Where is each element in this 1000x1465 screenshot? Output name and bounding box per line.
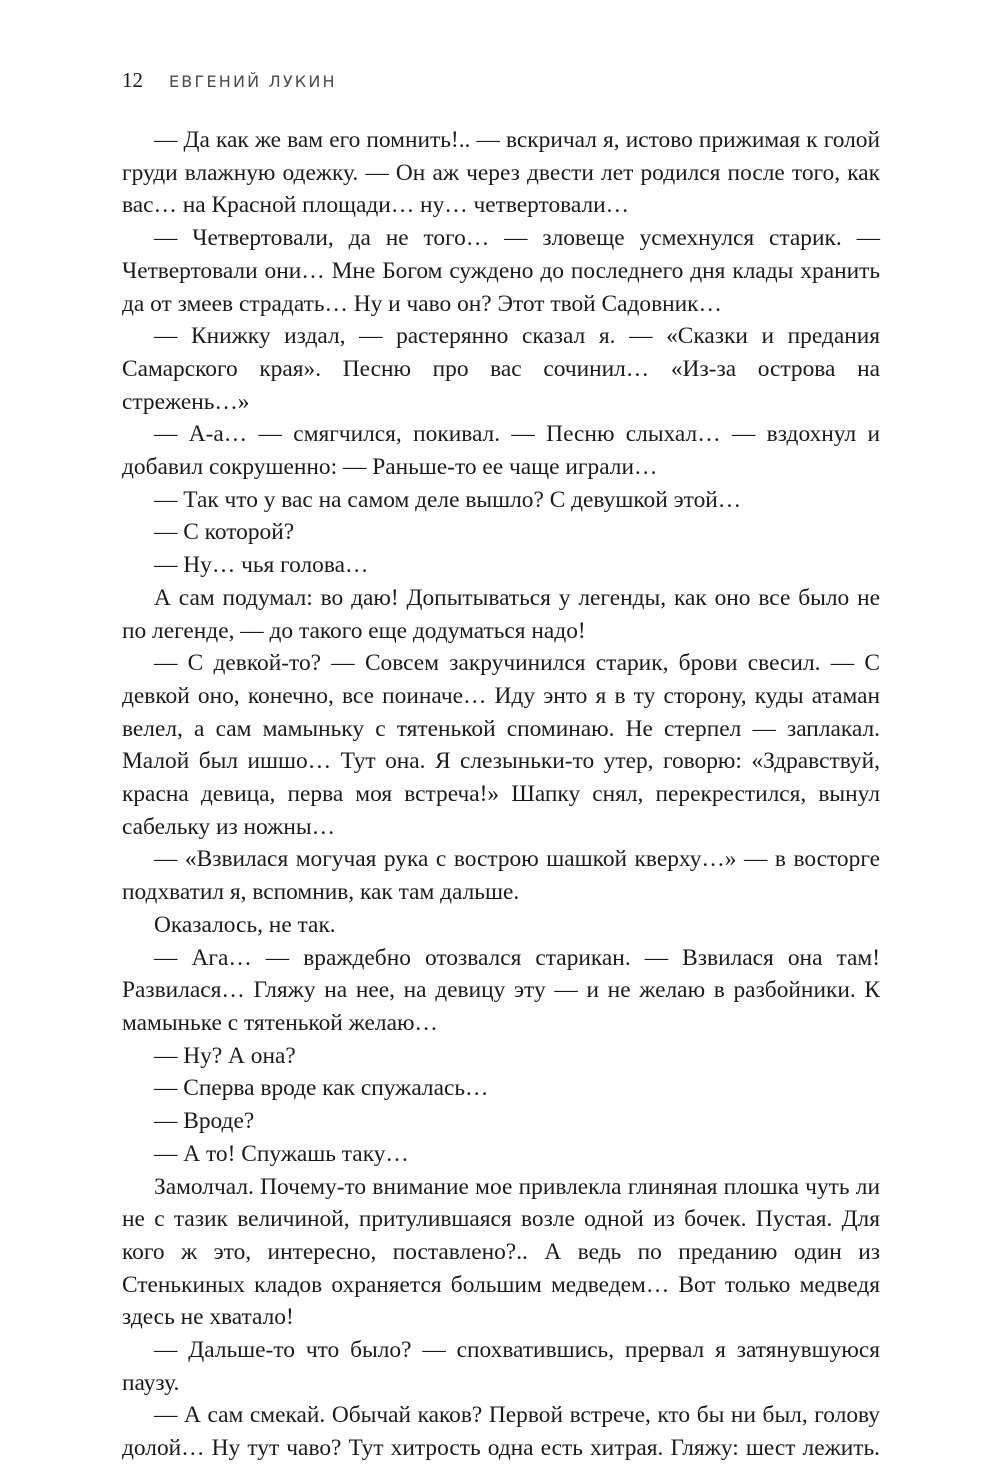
- paragraph: — А то! Спужашь таку…: [154, 1140, 409, 1167]
- paragraph: — Дальше-то что было? — спохватившись, прервал я затянувшуюся паузу.: [122, 1337, 880, 1396]
- paragraph: — Ну… чья голова…: [154, 552, 369, 579]
- paragraph: — «Взвилася могучая рука с вострою шашкой кверху…» — в восторге подхватил я, вспомнив, как там дальше.: [122, 846, 880, 906]
- paragraph: А сам подумал: во даю! Допытываться у легенды, как оно все было не по легенде, — до такого еще додуматься надо!: [122, 584, 880, 644]
- paragraph: Оказалось, не так.: [154, 911, 336, 938]
- paragraph: — С девкой-то? — Совсем закручинился старик, брови свесил. — С девкой оно, конечно, все поиначе… Иду энто я в ту сторону, куды атаман велел, а сам мамыньку с тятенькой споминаю. Не стерпел — заплакал. Малой был ишшо… Тут она. Я слезыньки-то утер, говорю: «Здравствуй, красна девица, перва моя встреча!» Шапку снял, перекрестился, вынул сабельку из ножны…: [122, 650, 880, 840]
- body-text: [122, 124, 880, 1465]
- paragraph: — Книжку издал, — растерянно сказал я. — «Сказки и предания Самарского края». Песню про вас сочинил… «Из-за острова на стрежень…»: [122, 323, 880, 415]
- paragraph: — С которой?: [154, 519, 295, 546]
- paragraph: — Так что у вас на самом деле вышло? С девушкой этой…: [154, 486, 742, 513]
- paragraph: — Ага… — враждебно отозвался старикан. — Взвилася она там! Развилася… Гляжу на нее, на девицу эту — и не желаю в разбойники. К мамыньке с тятенькой желаю…: [122, 944, 880, 1036]
- paragraph: — Четвертовали, да не того… — зловеще усмехнулся старик. — Четвертовали они… Мне Богом суждено до последнего дня клады хранить да от змеев страдать… Ну и чаво он? Этот твой Садовник…: [122, 225, 880, 317]
- page-number: 12: [122, 68, 143, 92]
- paragraph: — Да как же вам его помнить!.. — вскричал я, истово прижимая к голой груди влажную одежку. — Он аж через двести лет родился после того, как вас… на Красной площади… ну… четвертовали…: [122, 127, 880, 219]
- paragraph: — Вроде?: [154, 1108, 255, 1135]
- paragraph: Замолчал. Почему-то внимание мое привлекла глиняная плошка чуть ли не с тазик величиной, притулившаяся возле одной из бочек. Пустая. Для кого ж это, интересно, поставлено?.. А ведь по преданию один из Стенькиных кладов охраняется большим медведем… Вот только медведя здесь не хватало!: [122, 1173, 880, 1331]
- book-author: ЕВГЕНИЙ ЛУКИН: [169, 72, 337, 91]
- running-head: [122, 68, 337, 98]
- paragraph: — Сперва вроде как спужалась…: [154, 1075, 489, 1102]
- paragraph: — А-а… — смягчился, покивал. — Песню слыхал… — вздохнул и добавил сокрушенно: — Раньше-то ее чаще играли…: [122, 421, 880, 481]
- paragraph: — Ну? А она?: [154, 1042, 296, 1069]
- paragraph: — А сам смекай. Обычай каков? Первой встрече, кто бы ни был, голову долой… Ну тут чаво? Тут хитрость одна есть хитрая. Гляжу: шест лежить.: [122, 1402, 880, 1462]
